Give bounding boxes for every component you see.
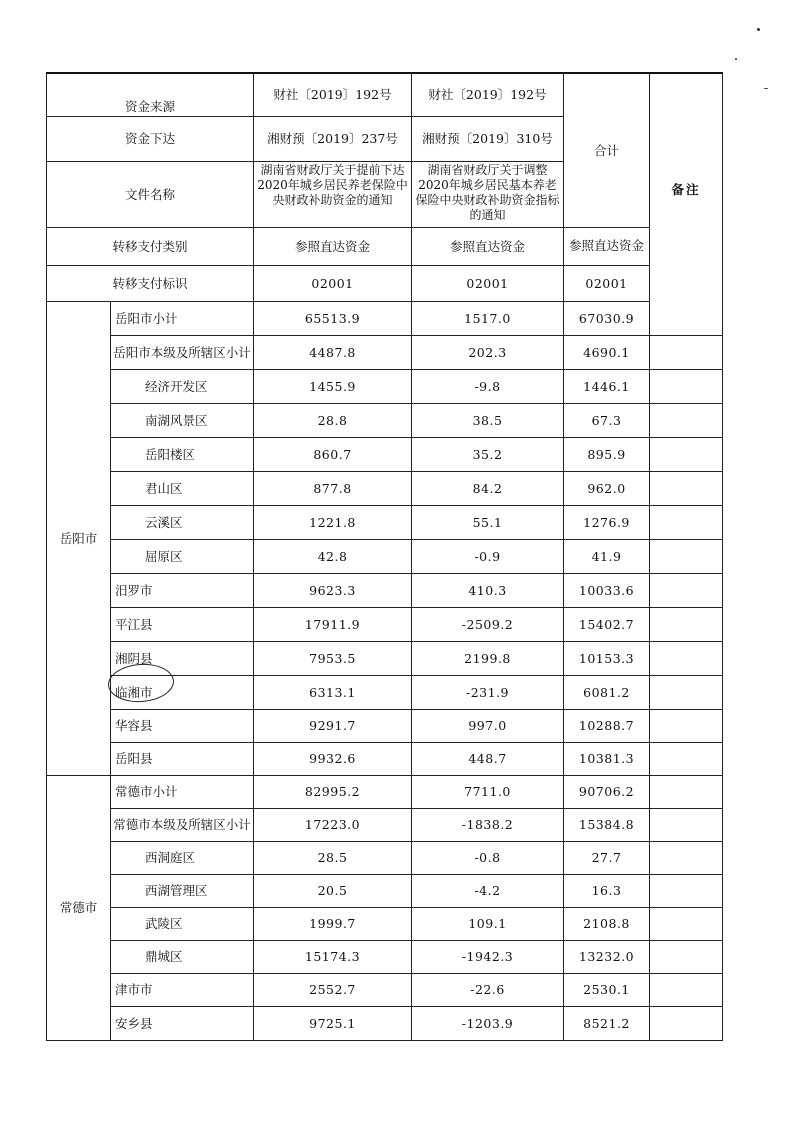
- row-value-a: 65513.9: [254, 301, 412, 335]
- row-value-a: 20.5: [254, 874, 412, 907]
- row-total: 67030.9: [564, 301, 650, 335]
- table-row: [47, 973, 723, 1006]
- scan-speck: [757, 28, 760, 31]
- row-value-a: 17223.0: [254, 808, 412, 841]
- remark-cell: [650, 641, 723, 675]
- table-row: [47, 369, 723, 403]
- row-value-b: 84.2: [412, 471, 564, 505]
- row-name: 岳阳县: [111, 742, 254, 775]
- header-row-code: [47, 265, 723, 301]
- row-name: 西湖管理区: [111, 874, 254, 907]
- row-total: 10153.3: [564, 641, 650, 675]
- table-row: [47, 940, 723, 973]
- code-total: 02001: [564, 265, 650, 301]
- row-value-b: 35.2: [412, 437, 564, 471]
- row-total: 10033.6: [564, 573, 650, 607]
- row-value-b: -1838.2: [412, 808, 564, 841]
- row-name: 常德市小计: [111, 775, 254, 808]
- remark-cell: [650, 335, 723, 369]
- row-name: 湘阴县: [111, 641, 254, 675]
- row-name: 鼎城区: [111, 940, 254, 973]
- remark-cell: [650, 841, 723, 874]
- row-total: 16.3: [564, 874, 650, 907]
- row-value-a: 15174.3: [254, 940, 412, 973]
- row-value-b: -22.6: [412, 973, 564, 1006]
- header-row-source: [47, 73, 723, 116]
- code-b: 02001: [412, 265, 564, 301]
- row-value-a: 7953.5: [254, 641, 412, 675]
- issue-label: 资金下达: [47, 116, 254, 161]
- table-row: [47, 808, 723, 841]
- row-value-b: 7711.0: [412, 775, 564, 808]
- source-b: 财社〔2019〕192号: [412, 73, 564, 116]
- file-a-cell: [254, 161, 412, 227]
- row-total: 41.9: [564, 539, 650, 573]
- file-b: 湖南省财政厅关于调整2020年城乡居民基本养老保险中央财政补助资金指标的通知: [415, 163, 560, 222]
- row-value-a: 28.8: [254, 403, 412, 437]
- source-label: 资金来源: [47, 73, 254, 116]
- row-value-a: 9623.3: [254, 573, 412, 607]
- table-row: [47, 1006, 723, 1040]
- row-total: 8521.2: [564, 1006, 650, 1040]
- row-value-b: 448.7: [412, 742, 564, 775]
- remark-cell: [650, 437, 723, 471]
- row-total: 895.9: [564, 437, 650, 471]
- row-value-b: 410.3: [412, 573, 564, 607]
- row-value-a: 42.8: [254, 539, 412, 573]
- row-total: 15384.8: [564, 808, 650, 841]
- row-total: 90706.2: [564, 775, 650, 808]
- remark-cell: [650, 471, 723, 505]
- row-total: 962.0: [564, 471, 650, 505]
- remark-cell: [650, 675, 723, 709]
- remark-cell: [650, 808, 723, 841]
- row-value-b: -4.2: [412, 874, 564, 907]
- row-value-a: 877.8: [254, 471, 412, 505]
- row-name: 汨罗市: [111, 573, 254, 607]
- row-value-b: -9.8: [412, 369, 564, 403]
- row-value-b: -231.9: [412, 675, 564, 709]
- row-name: 平江县: [111, 607, 254, 641]
- table-row: [47, 709, 723, 742]
- table-row: [47, 841, 723, 874]
- remark-cell: [650, 907, 723, 940]
- type-label: 转移支付类别: [47, 227, 254, 265]
- row-value-a: 1999.7: [254, 907, 412, 940]
- row-total: 1446.1: [564, 369, 650, 403]
- row-total: 6081.2: [564, 675, 650, 709]
- row-value-b: 55.1: [412, 505, 564, 539]
- row-name: 南湖风景区: [111, 403, 254, 437]
- table-row: [47, 471, 723, 505]
- table-row: [47, 874, 723, 907]
- row-total: 2108.8: [564, 907, 650, 940]
- row-value-b: 1517.0: [412, 301, 564, 335]
- city-cell: 常德市: [47, 775, 111, 1040]
- row-value-a: 9725.1: [254, 1006, 412, 1040]
- table-row: [47, 539, 723, 573]
- remark-cell: [650, 369, 723, 403]
- row-total: 13232.0: [564, 940, 650, 973]
- row-total: 10381.3: [564, 742, 650, 775]
- row-total: 10288.7: [564, 709, 650, 742]
- row-value-a: 9291.7: [254, 709, 412, 742]
- header-row-type: [47, 227, 723, 265]
- row-value-a: 9932.6: [254, 742, 412, 775]
- code-a: 02001: [254, 265, 412, 301]
- remark-cell: [650, 775, 723, 808]
- row-total: 4690.1: [564, 335, 650, 369]
- row-name: 常德市本级及所辖区小计: [111, 808, 254, 841]
- row-name: 岳阳楼区: [111, 437, 254, 471]
- row-total: 67.3: [564, 403, 650, 437]
- remark-cell: [650, 573, 723, 607]
- row-value-b: 109.1: [412, 907, 564, 940]
- row-value-b: -1942.3: [412, 940, 564, 973]
- row-value-a: 2552.7: [254, 973, 412, 1006]
- row-value-a: 1221.8: [254, 505, 412, 539]
- row-value-b: -2509.2: [412, 607, 564, 641]
- row-name: 津市市: [111, 973, 254, 1006]
- row-name: 临湘市: [111, 675, 254, 709]
- row-value-b: 38.5: [412, 403, 564, 437]
- row-total: 2530.1: [564, 973, 650, 1006]
- row-value-a: 860.7: [254, 437, 412, 471]
- file-label: 文件名称: [47, 161, 254, 227]
- row-value-b: 997.0: [412, 709, 564, 742]
- row-value-b: 202.3: [412, 335, 564, 369]
- type-a: 参照直达资金: [254, 227, 412, 265]
- scan-speck: [735, 58, 737, 60]
- remark-cell: [650, 539, 723, 573]
- remark-cell: [650, 874, 723, 907]
- code-label: 转移支付标识: [47, 265, 254, 301]
- remark-cell: [650, 403, 723, 437]
- remark-cell: [650, 709, 723, 742]
- remark-cell: [650, 973, 723, 1006]
- table-row: [47, 335, 723, 369]
- table-row: [47, 907, 723, 940]
- row-name: 安乡县: [111, 1006, 254, 1040]
- remark-cell: [650, 940, 723, 973]
- row-value-b: -0.8: [412, 841, 564, 874]
- remark-cell: [650, 742, 723, 775]
- row-value-b: -0.9: [412, 539, 564, 573]
- remark-cell: [650, 505, 723, 539]
- table-row: [47, 775, 723, 808]
- row-value-b: 2199.8: [412, 641, 564, 675]
- table-row: [47, 505, 723, 539]
- row-value-a: 17911.9: [254, 607, 412, 641]
- row-value-a: 82995.2: [254, 775, 412, 808]
- row-total: 1276.9: [564, 505, 650, 539]
- type-total: 参照直达资金: [564, 227, 650, 265]
- table-row: [47, 573, 723, 607]
- row-value-a: 4487.8: [254, 335, 412, 369]
- row-value-a: 6313.1: [254, 675, 412, 709]
- row-name: 经济开发区: [111, 369, 254, 403]
- remark-header: 备注: [650, 73, 723, 335]
- issue-a: 湘财预〔2019〕237号: [254, 116, 412, 161]
- file-a: 湖南省财政厅关于提前下达2020年城乡居民养老保险中央财政补助资金的通知: [257, 163, 408, 207]
- table-row: [47, 742, 723, 775]
- row-name: 云溪区: [111, 505, 254, 539]
- row-name: 屈原区: [111, 539, 254, 573]
- source-a: 财社〔2019〕192号: [254, 73, 412, 116]
- row-name: 君山区: [111, 471, 254, 505]
- table-row: [47, 403, 723, 437]
- total-header: 合计: [564, 73, 650, 227]
- issue-b: 湘财预〔2019〕310号: [412, 116, 564, 161]
- city-cell: 岳阳市: [47, 301, 111, 775]
- row-value-a: 28.5: [254, 841, 412, 874]
- type-b: 参照直达资金: [412, 227, 564, 265]
- row-name: 武陵区: [111, 907, 254, 940]
- scan-speck: [764, 88, 768, 89]
- row-name: 岳阳市本级及所辖区小计: [111, 335, 254, 369]
- table-row: [47, 437, 723, 471]
- row-name: 岳阳市小计: [111, 301, 254, 335]
- row-name: 华容县: [111, 709, 254, 742]
- remark-cell: [650, 1006, 723, 1040]
- row-value-b: -1203.9: [412, 1006, 564, 1040]
- file-b-cell: [412, 161, 564, 227]
- table-row: [47, 607, 723, 641]
- table-row: [47, 301, 723, 335]
- fund-allocation-table: [46, 72, 723, 1041]
- row-value-a: 1455.9: [254, 369, 412, 403]
- row-name: 西洞庭区: [111, 841, 254, 874]
- row-total: 15402.7: [564, 607, 650, 641]
- remark-cell: [650, 607, 723, 641]
- row-total: 27.7: [564, 841, 650, 874]
